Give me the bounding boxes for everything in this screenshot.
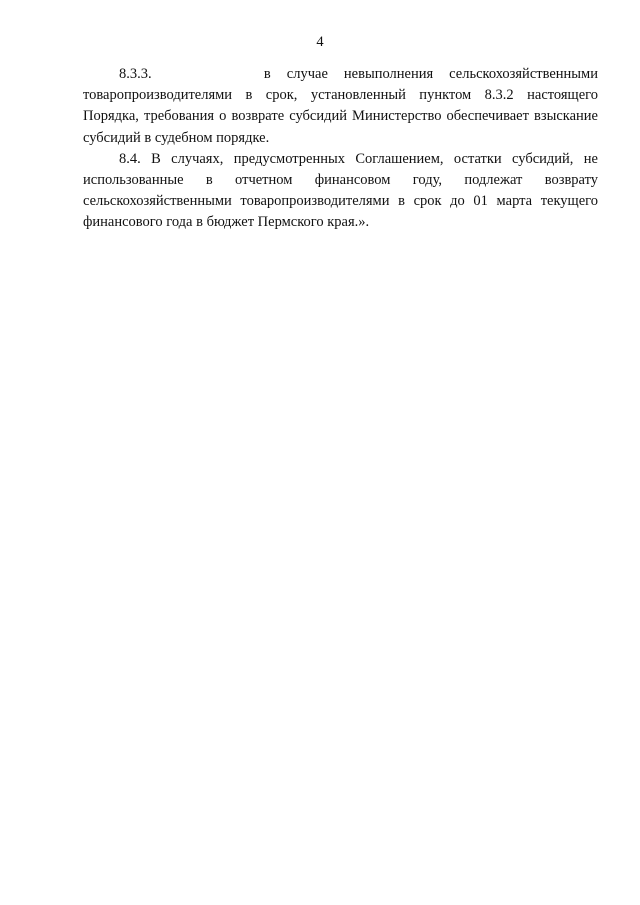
paragraph-8-3-3: 8.3.3. в случае невыполнения сельскохозяйственными товаропроизводителями в срок, установленный пунктом 8.3.2 настоящего Порядка, требования о возврате субсидий Министерство обеспечивает взыскание субсидий в судебном порядке.: [83, 66, 598, 146]
paragraph-8-4: 8.4. В случаях, предусмотренных Соглашением, остатки субсидий, не использованные в отчетном финансовом году, подлежат возврату сельскохозяйственными товаропроизводителями в срок до 01 марта текущего финансового года в бюджет Пермского края.».: [83, 150, 598, 231]
document-body: [83, 64, 598, 234]
page-number: 4: [316, 34, 324, 50]
